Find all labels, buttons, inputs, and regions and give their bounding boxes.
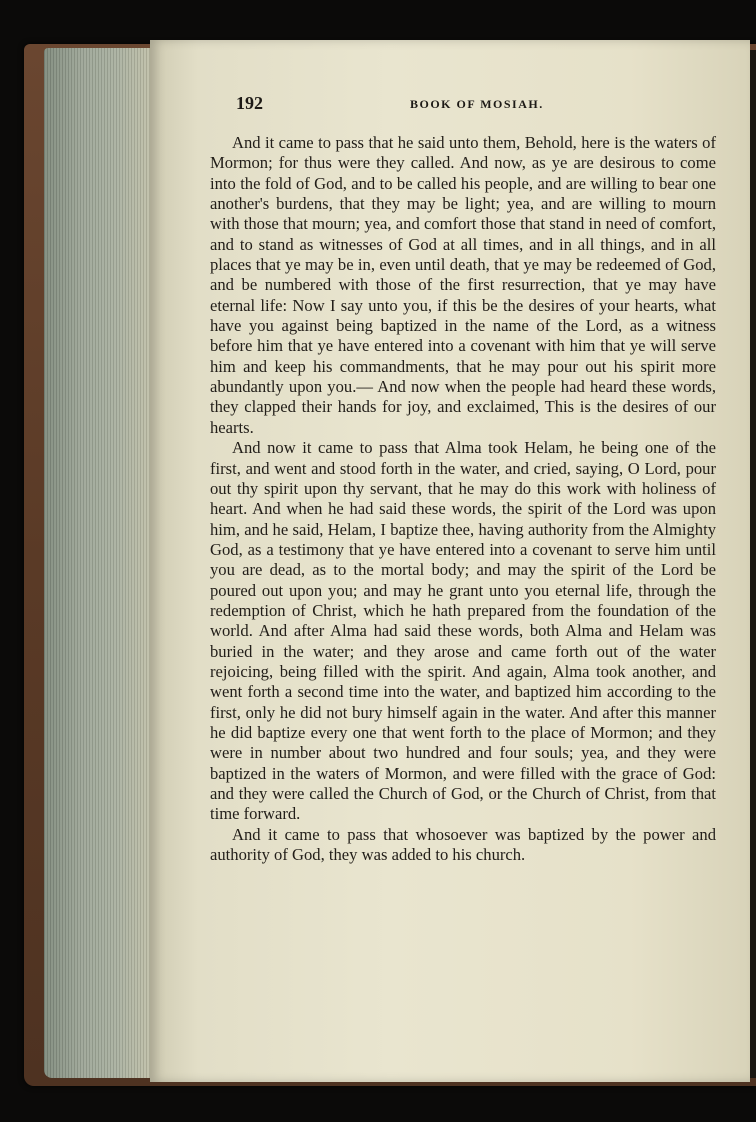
running-title: BOOK OF MOSIAH.: [410, 97, 544, 111]
page-text: [210, 133, 716, 865]
paragraph: And now it came to pass that Alma took Helam, he being one of the first, and went and stood forth in the water, and cried, saying, O Lord, pour out thy spirit upon thy servant, that he may do this work with holiness of heart. And when he had said these words, the spirit of the Lord was upon him, and he said, Helam, I baptize thee, having authority from the Almighty God, as a testimony that ye have entered into a covenant to serve him until you are dead, as to the mortal body; and may the spirit of the Lord be poured out upon you; and may he grant unto you eternal life, through the redemption of Christ, which he hath prepared from the foundation of the world. And after Alma had said these words, both Alma and Helam was buried in the water; and they arose and came forth out of the water rejoicing, being filled with the spirit. And again, Alma took another, and went forth a second time into the water, and baptized him according to the first, only he did not bury himself again in the water. And after this manner he did baptize every one that went forth to the place of Mormon; and they were in number about two hundred and four souls; yea, and they were baptized in the waters of Mormon, and were filled with the grace of God: and they were called the Church of God, or the Church of Christ, from that time forward.: [210, 438, 716, 824]
book-page: [150, 40, 750, 1082]
paragraph: And it came to pass that whosoever was baptized by the power and authority of God, they was added to his church.: [210, 824, 716, 865]
paragraph: And it came to pass that he said unto them, Behold, here is the waters of Mormon; for thus were they called. And now, as ye are desirous to come into the fold of God, and to be called his people, and are willing to bear one another's burdens, that they may be light; yea, and are willing to mourn with those that mourn; yea, and comfort those that stand in need of comfort, and to stand as witnesses of God at all times, and in all things, and in all places that ye may be in, even until death, that ye may be redeemed of God, and be numbered with those of the first resurrection, that ye may have eternal life: Now I say unto you, if this be the desires of your hearts, what have you against being baptized in the name of the Lord, as a witness before him that ye have entered into a covenant with him that ye will serve him and keep his commandments, that he may pour out his spirit more abundantly upon you.— And now when the people had heard these words, they clapped their hands for joy, and exclaimed, This is the desires of our hearts.: [210, 133, 716, 437]
running-head: [236, 93, 716, 115]
page-edges: [44, 48, 150, 1078]
page-number: 192: [236, 93, 263, 113]
